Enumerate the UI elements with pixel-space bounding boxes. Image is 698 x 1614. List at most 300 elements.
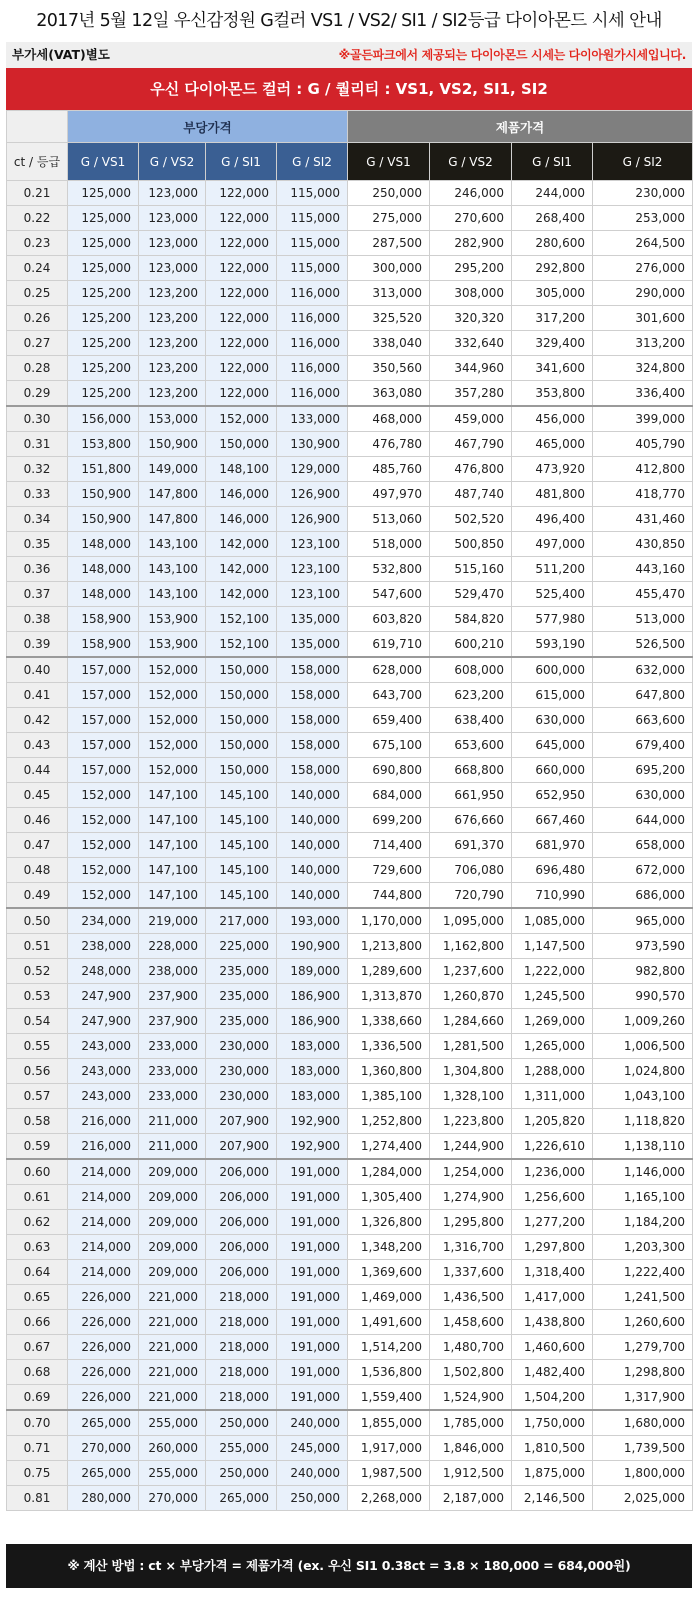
product-price-cell: 1,348,200 [348, 1235, 430, 1260]
base-price-cell: 148,000 [68, 582, 139, 607]
product-price-cell: 1,226,610 [512, 1134, 593, 1160]
base-price-cell: 122,000 [206, 306, 277, 331]
product-price-cell: 500,850 [430, 532, 512, 557]
product-col-header: G / VS1 [348, 143, 430, 181]
base-price-cell: 207,900 [206, 1109, 277, 1134]
base-price-cell: 157,000 [68, 657, 139, 683]
product-col-header: G / VS2 [430, 143, 512, 181]
base-price-cell: 152,000 [68, 833, 139, 858]
ct-cell: 0.55 [7, 1034, 68, 1059]
table-row [7, 1335, 693, 1360]
base-price-cell: 125,200 [68, 306, 139, 331]
base-price-cell: 123,000 [139, 256, 206, 281]
product-price-cell: 1,241,500 [593, 1285, 693, 1310]
product-price-cell: 593,190 [512, 632, 593, 658]
product-price-cell: 353,800 [512, 381, 593, 407]
product-price-cell: 630,000 [593, 783, 693, 808]
product-price-cell: 481,800 [512, 482, 593, 507]
product-price-cell: 246,000 [430, 181, 512, 206]
product-price-cell: 1,252,800 [348, 1109, 430, 1134]
ct-cell: 0.54 [7, 1009, 68, 1034]
product-price-cell: 357,280 [430, 381, 512, 407]
base-price-cell: 218,000 [206, 1335, 277, 1360]
product-price-cell: 661,950 [430, 783, 512, 808]
product-price-cell: 1,739,500 [593, 1436, 693, 1461]
base-price-cell: 125,200 [68, 281, 139, 306]
base-price-cell: 122,000 [206, 256, 277, 281]
product-price-cell: 455,470 [593, 582, 693, 607]
ct-cell: 0.21 [7, 181, 68, 206]
base-price-cell: 153,900 [139, 632, 206, 658]
ct-cell: 0.44 [7, 758, 68, 783]
product-price-cell: 1,288,000 [512, 1059, 593, 1084]
product-price-cell: 1,146,000 [593, 1159, 693, 1185]
table-row [7, 1159, 693, 1185]
ct-cell: 0.81 [7, 1486, 68, 1511]
product-price-cell: 1,274,900 [430, 1185, 512, 1210]
product-price-cell: 1,085,000 [512, 908, 593, 934]
base-price-cell: 247,900 [68, 984, 139, 1009]
ct-cell: 0.22 [7, 206, 68, 231]
base-price-cell: 116,000 [277, 281, 348, 306]
product-price-cell: 290,000 [593, 281, 693, 306]
product-price-cell: 473,920 [512, 457, 593, 482]
base-price-cell: 125,200 [68, 331, 139, 356]
table-row [7, 1235, 693, 1260]
base-price-cell: 214,000 [68, 1159, 139, 1185]
base-price-cell: 123,100 [277, 557, 348, 582]
product-price-cell: 1,269,000 [512, 1009, 593, 1034]
table-row [7, 1034, 693, 1059]
product-price-cell: 329,400 [512, 331, 593, 356]
base-price-cell: 206,000 [206, 1235, 277, 1260]
base-price-cell: 116,000 [277, 356, 348, 381]
product-price-cell: 1,118,820 [593, 1109, 693, 1134]
base-price-cell: 230,000 [206, 1059, 277, 1084]
base-price-cell: 140,000 [277, 783, 348, 808]
product-price-cell: 300,000 [348, 256, 430, 281]
base-price-cell: 191,000 [277, 1385, 348, 1411]
base-price-cell: 150,000 [206, 708, 277, 733]
ct-cell: 0.46 [7, 808, 68, 833]
product-price-cell: 1,237,600 [430, 959, 512, 984]
base-price-cell: 130,900 [277, 432, 348, 457]
base-price-cell: 158,000 [277, 708, 348, 733]
product-price-cell: 647,800 [593, 683, 693, 708]
product-price-cell: 1,559,400 [348, 1385, 430, 1411]
product-price-cell: 644,000 [593, 808, 693, 833]
table-row [7, 557, 693, 582]
base-price-cell: 221,000 [139, 1310, 206, 1335]
base-price-cell: 191,000 [277, 1159, 348, 1185]
product-price-cell: 1,265,000 [512, 1034, 593, 1059]
ct-cell: 0.32 [7, 457, 68, 482]
product-price-cell: 1,222,400 [593, 1260, 693, 1285]
base-price-cell: 146,000 [206, 482, 277, 507]
ct-cell: 0.51 [7, 934, 68, 959]
ct-cell: 0.36 [7, 557, 68, 582]
ct-cell: 0.66 [7, 1310, 68, 1335]
base-price-cell: 191,000 [277, 1260, 348, 1285]
product-price-cell: 270,600 [430, 206, 512, 231]
product-price-cell: 1,256,600 [512, 1185, 593, 1210]
table-row [7, 1210, 693, 1235]
product-price-cell: 1,203,300 [593, 1235, 693, 1260]
base-price-cell: 150,000 [206, 758, 277, 783]
product-price-cell: 652,950 [512, 783, 593, 808]
product-price-cell: 676,660 [430, 808, 512, 833]
product-price-cell: 485,760 [348, 457, 430, 482]
product-price-cell: 350,560 [348, 356, 430, 381]
base-price-cell: 152,000 [139, 733, 206, 758]
base-price-cell: 243,000 [68, 1059, 139, 1084]
base-price-cell: 143,100 [139, 532, 206, 557]
base-price-cell: 226,000 [68, 1310, 139, 1335]
product-price-cell: 295,200 [430, 256, 512, 281]
base-price-cell: 125,000 [68, 256, 139, 281]
base-price-cell: 221,000 [139, 1360, 206, 1385]
base-price-cell: 135,000 [277, 632, 348, 658]
ct-cell: 0.27 [7, 331, 68, 356]
ct-cell: 0.34 [7, 507, 68, 532]
product-price-cell: 681,970 [512, 833, 593, 858]
base-price-cell: 122,000 [206, 331, 277, 356]
table-row [7, 1461, 693, 1486]
product-price-cell: 1,205,820 [512, 1109, 593, 1134]
base-price-cell: 150,000 [206, 683, 277, 708]
base-price-cell: 150,000 [206, 657, 277, 683]
product-price-cell: 1,006,500 [593, 1034, 693, 1059]
product-price-cell: 1,254,000 [430, 1159, 512, 1185]
product-price-cell: 1,305,400 [348, 1185, 430, 1210]
base-price-cell: 250,000 [206, 1410, 277, 1436]
product-price-cell: 1,223,800 [430, 1109, 512, 1134]
product-price-cell: 497,000 [512, 532, 593, 557]
base-price-cell: 158,900 [68, 632, 139, 658]
page-title: 2017년 5월 12일 우신감정원 G컬러 VS1 / VS2/ SI1 / SI2등급 다이아몬드 시세 안내 [36, 11, 662, 31]
table-row [7, 532, 693, 557]
base-price-cell: 148,000 [68, 532, 139, 557]
base-price-cell: 133,000 [277, 406, 348, 432]
base-price-cell: 158,000 [277, 657, 348, 683]
base-price-cell: 145,100 [206, 833, 277, 858]
product-price-cell: 1,284,660 [430, 1009, 512, 1034]
product-price-cell: 603,820 [348, 607, 430, 632]
base-price-cell: 191,000 [277, 1185, 348, 1210]
base-col-header: G / SI1 [206, 143, 277, 181]
ct-cell: 0.24 [7, 256, 68, 281]
base-price-cell: 125,200 [68, 381, 139, 407]
product-price-cell: 476,800 [430, 457, 512, 482]
base-price-cell: 265,000 [68, 1410, 139, 1436]
base-price-cell: 142,000 [206, 557, 277, 582]
product-price-cell: 1,360,800 [348, 1059, 430, 1084]
table-row [7, 657, 693, 683]
base-price-cell: 116,000 [277, 381, 348, 407]
base-price-cell: 122,000 [206, 281, 277, 306]
product-price-cell: 608,000 [430, 657, 512, 683]
base-price-cell: 192,900 [277, 1109, 348, 1134]
product-price-cell: 230,000 [593, 181, 693, 206]
base-price-cell: 190,900 [277, 934, 348, 959]
product-price-cell: 744,800 [348, 883, 430, 909]
product-price-cell: 1,318,400 [512, 1260, 593, 1285]
product-price-cell: 1,369,600 [348, 1260, 430, 1285]
product-price-cell: 399,000 [593, 406, 693, 432]
product-price-cell: 363,080 [348, 381, 430, 407]
base-price-cell: 150,000 [206, 432, 277, 457]
base-price-cell: 115,000 [277, 231, 348, 256]
base-price-cell: 153,800 [68, 432, 139, 457]
base-price-cell: 226,000 [68, 1335, 139, 1360]
calculation-footer: ※ 계산 방법 : ct × 부당가격 = 제품가격 (ex. 우신 SI1 0.38ct = 3.8 × 180,000 = 684,000원) [6, 1544, 692, 1588]
product-price-cell: 497,970 [348, 482, 430, 507]
product-price-cell: 1,316,700 [430, 1235, 512, 1260]
base-price-cell: 233,000 [139, 1059, 206, 1084]
base-price-cell: 265,000 [206, 1486, 277, 1511]
ct-cell: 0.67 [7, 1335, 68, 1360]
product-price-cell: 1,213,800 [348, 934, 430, 959]
base-price-cell: 145,100 [206, 808, 277, 833]
product-price-cell: 706,080 [430, 858, 512, 883]
product-price-cell: 1,281,500 [430, 1034, 512, 1059]
product-price-cell: 965,000 [593, 908, 693, 934]
table-row [7, 256, 693, 281]
base-price-cell: 235,000 [206, 1009, 277, 1034]
product-price-cell: 1,222,000 [512, 959, 593, 984]
table-row [7, 1436, 693, 1461]
product-price-cell: 2,146,500 [512, 1486, 593, 1511]
product-price-cell: 336,400 [593, 381, 693, 407]
base-price-cell: 217,000 [206, 908, 277, 934]
product-price-cell: 513,060 [348, 507, 430, 532]
vat-note: 부가세(VAT)별도 [12, 47, 110, 62]
base-price-cell: 152,000 [206, 406, 277, 432]
ct-cell: 0.53 [7, 984, 68, 1009]
product-price-cell: 465,000 [512, 432, 593, 457]
product-price-cell: 1,502,800 [430, 1360, 512, 1385]
base-price-cell: 183,000 [277, 1059, 348, 1084]
base-price-cell: 115,000 [277, 181, 348, 206]
product-price-cell: 324,800 [593, 356, 693, 381]
product-price-cell: 990,570 [593, 984, 693, 1009]
base-price-cell: 152,100 [206, 607, 277, 632]
product-price-cell: 658,000 [593, 833, 693, 858]
ct-cell: 0.38 [7, 607, 68, 632]
table-row [7, 984, 693, 1009]
ct-cell: 0.62 [7, 1210, 68, 1235]
product-price-cell: 1,436,500 [430, 1285, 512, 1310]
base-price-cell: 191,000 [277, 1285, 348, 1310]
product-price-cell: 668,800 [430, 758, 512, 783]
product-price-cell: 1,469,000 [348, 1285, 430, 1310]
product-price-cell: 659,400 [348, 708, 430, 733]
base-price-cell: 123,200 [139, 281, 206, 306]
product-price-cell: 675,100 [348, 733, 430, 758]
table-row [7, 206, 693, 231]
base-price-cell: 221,000 [139, 1285, 206, 1310]
base-price-cell: 115,000 [277, 256, 348, 281]
table-row [7, 883, 693, 909]
base-price-cell: 218,000 [206, 1285, 277, 1310]
base-col-header: G / VS2 [139, 143, 206, 181]
product-price-cell: 1,170,000 [348, 908, 430, 934]
base-price-cell: 116,000 [277, 331, 348, 356]
base-price-cell: 125,200 [68, 356, 139, 381]
product-price-cell: 332,640 [430, 331, 512, 356]
product-price-cell: 2,268,000 [348, 1486, 430, 1511]
base-price-cell: 123,200 [139, 331, 206, 356]
base-price-cell: 123,200 [139, 306, 206, 331]
product-price-cell: 1,260,870 [430, 984, 512, 1009]
product-price-cell: 696,480 [512, 858, 593, 883]
ct-cell: 0.71 [7, 1436, 68, 1461]
product-price-cell: 529,470 [430, 582, 512, 607]
product-price-cell: 431,460 [593, 507, 693, 532]
product-price-cell: 686,000 [593, 883, 693, 909]
table-row [7, 959, 693, 984]
base-price-cell: 125,000 [68, 181, 139, 206]
product-price-cell: 292,800 [512, 256, 593, 281]
product-price-cell: 515,160 [430, 557, 512, 582]
product-price-cell: 1,680,000 [593, 1410, 693, 1436]
product-price-cell: 1,043,100 [593, 1084, 693, 1109]
table-row [7, 632, 693, 658]
ct-cell: 0.28 [7, 356, 68, 381]
product-price-cell: 714,400 [348, 833, 430, 858]
product-price-cell: 305,000 [512, 281, 593, 306]
ct-cell: 0.65 [7, 1285, 68, 1310]
base-price-cell: 191,000 [277, 1235, 348, 1260]
ct-cell: 0.52 [7, 959, 68, 984]
base-price-cell: 221,000 [139, 1385, 206, 1411]
base-price-cell: 235,000 [206, 959, 277, 984]
product-price-cell: 1,987,500 [348, 1461, 430, 1486]
table-row [7, 1134, 693, 1160]
base-price-cell: 234,000 [68, 908, 139, 934]
base-price-cell: 147,800 [139, 482, 206, 507]
table-row [7, 432, 693, 457]
base-price-cell: 191,000 [277, 1335, 348, 1360]
base-price-cell: 158,000 [277, 683, 348, 708]
base-col-header: G / VS1 [68, 143, 139, 181]
base-price-cell: 148,100 [206, 457, 277, 482]
base-price-cell: 146,000 [206, 507, 277, 532]
base-price-cell: 189,000 [277, 959, 348, 984]
ct-cell: 0.63 [7, 1235, 68, 1260]
base-price-cell: 237,900 [139, 984, 206, 1009]
product-price-cell: 619,710 [348, 632, 430, 658]
quality-banner: 우신 다이아몬드 컬러 : G / 퀄리티 : VS1, VS2, SI1, SI2 [6, 68, 692, 110]
product-price-cell: 275,000 [348, 206, 430, 231]
product-price-cell: 253,000 [593, 206, 693, 231]
product-price-cell: 2,025,000 [593, 1486, 693, 1511]
base-price-cell: 230,000 [206, 1084, 277, 1109]
ct-cell: 0.40 [7, 657, 68, 683]
base-price-cell: 147,100 [139, 808, 206, 833]
table-row [7, 733, 693, 758]
base-price-cell: 247,900 [68, 1009, 139, 1034]
product-price-cell: 468,000 [348, 406, 430, 432]
table-row [7, 934, 693, 959]
base-price-cell: 140,000 [277, 858, 348, 883]
base-price-cell: 152,000 [68, 808, 139, 833]
table-row [7, 306, 693, 331]
base-price-cell: 152,000 [68, 883, 139, 909]
product-price-cell: 1,875,000 [512, 1461, 593, 1486]
base-price-cell: 218,000 [206, 1360, 277, 1385]
product-price-cell: 679,400 [593, 733, 693, 758]
product-price-cell: 1,800,000 [593, 1461, 693, 1486]
product-price-cell: 667,460 [512, 808, 593, 833]
table-row [7, 1009, 693, 1034]
base-price-cell: 270,000 [139, 1486, 206, 1511]
product-price-cell: 630,000 [512, 708, 593, 733]
product-price-cell: 250,000 [348, 181, 430, 206]
product-price-cell: 1,750,000 [512, 1410, 593, 1436]
base-price-cell: 123,200 [139, 356, 206, 381]
product-price-cell: 320,320 [430, 306, 512, 331]
base-price-cell: 206,000 [206, 1185, 277, 1210]
product-price-cell: 518,000 [348, 532, 430, 557]
base-price-cell: 123,000 [139, 181, 206, 206]
base-price-cell: 238,000 [68, 934, 139, 959]
product-price-cell: 577,980 [512, 607, 593, 632]
table-row [7, 181, 693, 206]
product-price-cell: 699,200 [348, 808, 430, 833]
ct-cell: 0.69 [7, 1385, 68, 1411]
ct-cell: 0.48 [7, 858, 68, 883]
product-price-cell: 1,417,000 [512, 1285, 593, 1310]
ct-cell: 0.25 [7, 281, 68, 306]
product-price-cell: 600,210 [430, 632, 512, 658]
ct-cell: 0.26 [7, 306, 68, 331]
base-price-cell: 250,000 [277, 1486, 348, 1511]
base-price-cell: 226,000 [68, 1285, 139, 1310]
ct-cell: 0.30 [7, 406, 68, 432]
product-price-cell: 280,600 [512, 231, 593, 256]
product-price-cell: 268,400 [512, 206, 593, 231]
base-price-cell: 250,000 [206, 1461, 277, 1486]
base-price-cell: 125,000 [68, 206, 139, 231]
product-price-cell: 1,284,000 [348, 1159, 430, 1185]
corner-cell [7, 111, 68, 143]
table-row [7, 1059, 693, 1084]
product-price-cell: 430,850 [593, 532, 693, 557]
base-price-cell: 152,000 [68, 783, 139, 808]
base-price-cell: 245,000 [277, 1436, 348, 1461]
base-price-cell: 228,000 [139, 934, 206, 959]
product-price-cell: 1,482,400 [512, 1360, 593, 1385]
base-price-cell: 183,000 [277, 1084, 348, 1109]
table-row [7, 1260, 693, 1285]
base-price-cell: 209,000 [139, 1235, 206, 1260]
ct-cell: 0.61 [7, 1185, 68, 1210]
product-price-cell: 645,000 [512, 733, 593, 758]
product-price-cell: 1,338,660 [348, 1009, 430, 1034]
product-price-cell: 1,138,110 [593, 1134, 693, 1160]
product-price-cell: 301,600 [593, 306, 693, 331]
base-price-cell: 214,000 [68, 1185, 139, 1210]
ct-cell: 0.75 [7, 1461, 68, 1486]
product-price-cell: 317,200 [512, 306, 593, 331]
table-row [7, 808, 693, 833]
base-price-cell: 145,100 [206, 783, 277, 808]
product-price-cell: 1,311,000 [512, 1084, 593, 1109]
ct-cell: 0.49 [7, 883, 68, 909]
product-price-cell: 502,520 [430, 507, 512, 532]
base-price-cell: 260,000 [139, 1436, 206, 1461]
